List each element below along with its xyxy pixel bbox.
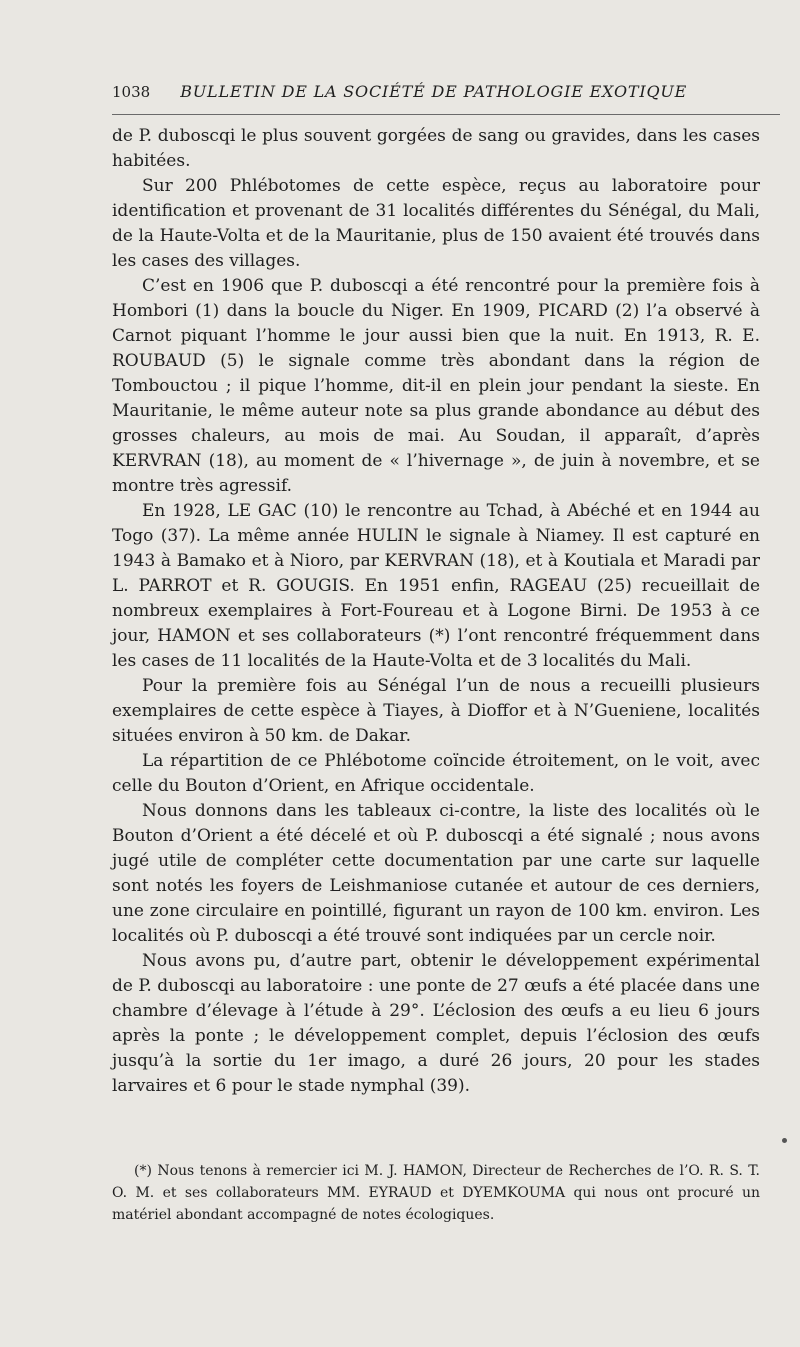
running-header	[112, 82, 762, 108]
paragraph-6: La répartition de ce Phlébotome coïncide étroitement, on le voit, avec celle du Bouton d’Orient, en Afrique occidentale.	[112, 751, 760, 796]
paragraph-5: Pour la première fois au Sénégal l’un de nous a recueilli plusieurs exemplaires de cette espèce à Tiayes, à Dioffor et à N’Gueniene, localités situées environ à 50 km. de Dakar.	[112, 676, 760, 746]
paragraph-1: de P. duboscqi le plus souvent gorgées de sang ou gravides, dans les cases habitées.	[112, 126, 760, 171]
paragraph-4: En 1928, LE GAC (10) le rencontre au Tchad, à Abéché et en 1944 au Togo (37). La même année HULIN le signale à Niamey. Il est capturé en 1943 à Bamako et à Nioro, par KERVRAN (18), et à Koutiala et Maradi par L. PARROT et R. GOUGIS. En 1951 enfin, RAGEAU (25) recueillait de nombreux exemplaires à Fort-Foureau et à Logone Birni. De 1953 à ce jour, HAMON et ses collaborateurs (*) l’ont rencontré fréquemment dans les cases de 11 localités de la Haute-Volta et de 3 localités du Mali.	[112, 501, 760, 671]
paragraph-8: Nous avons pu, d’autre part, obtenir le développement expérimental de P. duboscqi au laboratoire : une ponte de 27 œufs a été placée dans une chambre d’élevage à l’étude à 29°. L’éclosion des œufs a eu lieu 6 jours après la ponte ; le développement complet, depuis l’éclosion des œufs jusqu’à la sortie du 1er imago, a duré 26 jours, 20 pour les stades larvaires et 6 pour le stade nymphal (39).	[112, 951, 760, 1096]
scan-mark	[782, 1138, 787, 1143]
footnotes	[112, 1160, 760, 1226]
page-number: 1038	[112, 83, 151, 101]
journal-title: BULLETIN DE LA SOCIÉTÉ DE PATHOLOGIE EXOTIQUE	[180, 82, 688, 101]
paragraph-7: Nous donnons dans les tableaux ci-contre, la liste des localités où le Bouton d’Orient a été décelé et où P. duboscqi a été signalé ; nous avons jugé utile de compléter cette documentation par une carte sur laquelle sont notés les foyers de Leishmaniose cutanée et autour de ces derniers, une zone circulaire en pointillé, figurant un rayon de 100 km. environ. Les localités où P. duboscqi a été trouvé sont indiquées par un cercle noir.	[112, 801, 760, 946]
footnote-1: (*) Nous tenons à remercier ici M. J. HAMON, Directeur de Recherches de l’O. R. S. T. O. M. et ses collaborateurs MM. EYRAUD et DYEMKOUMA qui nous ont procuré un matériel abondant accompagné de notes écologiques.	[112, 1163, 760, 1223]
body-text	[112, 124, 760, 1099]
paragraph-3: C’est en 1906 que P. duboscqi a été rencontré pour la première fois à Hombori (1) dans la boucle du Niger. En 1909, PICARD (2) l’a observé à Carnot piquant l’homme le jour aussi bien que la nuit. En 1913, R. E. ROUBAUD (5) le signale comme très abondant dans la région de Tombouctou ; il pique l’homme, dit-il en plein jour pendant la sieste. En Mauritanie, le même auteur note sa plus grande abondance au début des grosses chaleurs, au mois de mai. Au Soudan, il apparaît, d’après KERVRAN (18), au moment de « l’hivernage », de juin à novembre, et se montre très agressif.	[112, 276, 760, 496]
paragraph-2: Sur 200 Phlébotomes de cette espèce, reçus au laboratoire pour identification et provenant de 31 localités différentes du Sénégal, du Mali, de la Haute-Volta et de la Mauritanie, plus de 150 avaient été trouvés dans les cases des villages.	[112, 176, 760, 271]
header-rule	[112, 114, 780, 115]
